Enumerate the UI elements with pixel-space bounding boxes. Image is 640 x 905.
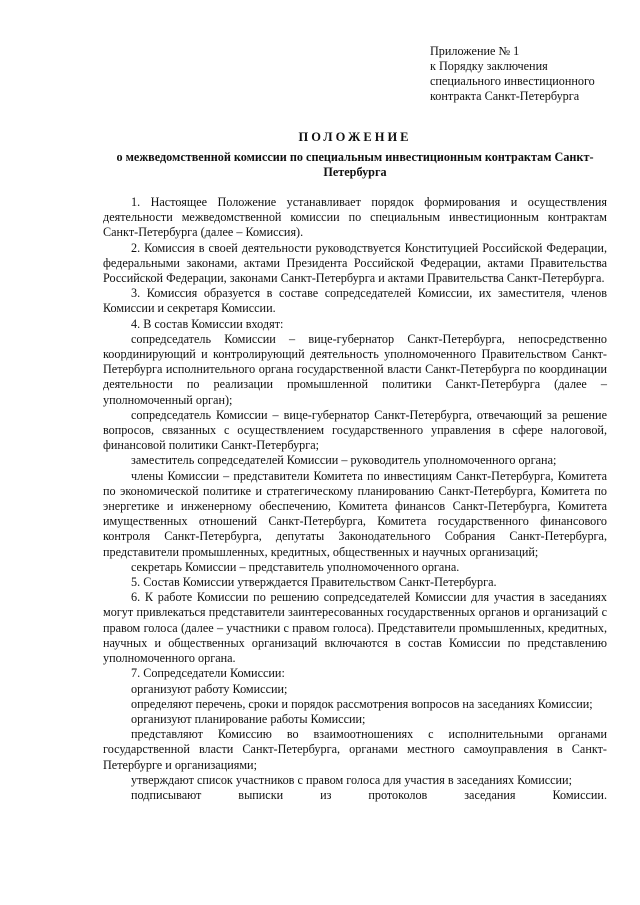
- paragraph-organize: организуют работу Комиссии;: [131, 681, 288, 696]
- paragraph-approve: утверждают список участников с правом голоса для участия в заседаниях Комиссии;: [131, 772, 572, 787]
- annex-line: к Порядку заключения: [430, 59, 548, 73]
- paragraph-co-chair-1: сопредседатель Комиссии – вице-губернатор Санкт-Петербурга, непосредственно координирующий и контролирующий деятельность уполномоченного Правительством Санкт-Петербурга исполнительного органа государственной власти Санкт-Петербурга по координации деятельности по реализации промышленной политики Санкт-Петербурга (далее – уполномоченный орган);: [103, 331, 607, 407]
- paragraph-6: 6. К работе Комиссии по решению сопредседателей Комиссии для участия в заседаниях могут привлекаться представители заинтересованных государственных органов и организаций с правом голоса (далее – участники с правом голоса). Представители промышленных, кредитных, научных и общественных организаций включаются в состав Комиссии по представлению уполномоченного органа.: [103, 590, 607, 666]
- annex-line: контракта Санкт-Петербурга: [430, 89, 580, 103]
- paragraph-1: 1. Настоящее Положение устанавливает порядок формирования и осуществления деятельности межведомственной комиссии по специальным инвестиционным контрактам Санкт-Петербурга (далее – Комиссия).: [103, 195, 607, 240]
- paragraph-5: 5. Состав Комиссии утверждается Правительством Санкт-Петербурга.: [131, 575, 497, 590]
- paragraph-deputy: заместитель сопредседателей Комиссии – руководитель уполномоченного органа;: [131, 453, 557, 468]
- paragraph-co-chair-2: сопредседатель Комиссии – вице-губернатор Санкт-Петербурга, отвечающий за решение вопросов, связанных с осуществлением государственного управления в сфере налоговой, финансовой политики Санкт-Петербурга;: [103, 407, 607, 453]
- document-body: [103, 195, 607, 803]
- annex-line: специального инвестиционного: [430, 74, 595, 88]
- paragraph-define: определяют перечень, сроки и порядок рассмотрения вопросов на заседаниях Комиссии;: [131, 696, 593, 711]
- paragraph-7: 7. Сопредседатели Комиссии:: [131, 666, 285, 681]
- paragraph-members: члены Комиссии – представители Комитета по инвестициям Санкт-Петербурга, Комитета по экономической политике и стратегическому планированию Санкт-Петербурга, Комитета по энергетике и инженерному обеспечению, Комитета финансов Санкт-Петербурга, Комитета имущественных отношений Санкт-Петербурга, Комитета государственного финансового контроля Санкт-Петербурга, депутаты Законодательного Собрания Санкт-Петербурга, представители промышленных, кредитных, общественных и научных организаций;: [103, 468, 607, 559]
- paragraph-2: 2. Комиссия в своей деятельности руководствуется Конституцией Российской Федерации, федеральными законами, актами Президента Российской Федерации, актами Правительства Российской Федерации, законами Санкт-Петербурга и актами Правительства Санкт-Петербурга.: [103, 240, 607, 286]
- paragraph-represent: представляют Комиссию во взаимоотношениях с исполнительными органами государственной власти Санкт-Петербурга, органами местного самоуправления в Санкт-Петербурге и организациями;: [103, 727, 607, 772]
- paragraph-secretary: секретарь Комиссии – представитель уполномоченного органа.: [131, 559, 460, 574]
- paragraph-sign: подписывают выписки из протоколов заседания Комиссии.: [131, 787, 607, 802]
- document-subtitle: о межведомственной комиссии по специальным инвестиционным контрактам Санкт-Петербурга: [116, 150, 594, 179]
- annex-line: Приложение № 1: [430, 44, 520, 58]
- paragraph-3: 3. Комиссия образуется в составе сопредседателей Комиссии, их заместителя, членов Комиссии и секретаря Комиссии.: [103, 286, 607, 316]
- paragraph-4: 4. В состав Комиссии входят:: [131, 316, 284, 331]
- document-title: ПОЛОЖЕНИЕ: [298, 130, 412, 144]
- annex-block: [430, 44, 630, 104]
- paragraph-planning: организуют планирование работы Комиссии;: [131, 711, 366, 726]
